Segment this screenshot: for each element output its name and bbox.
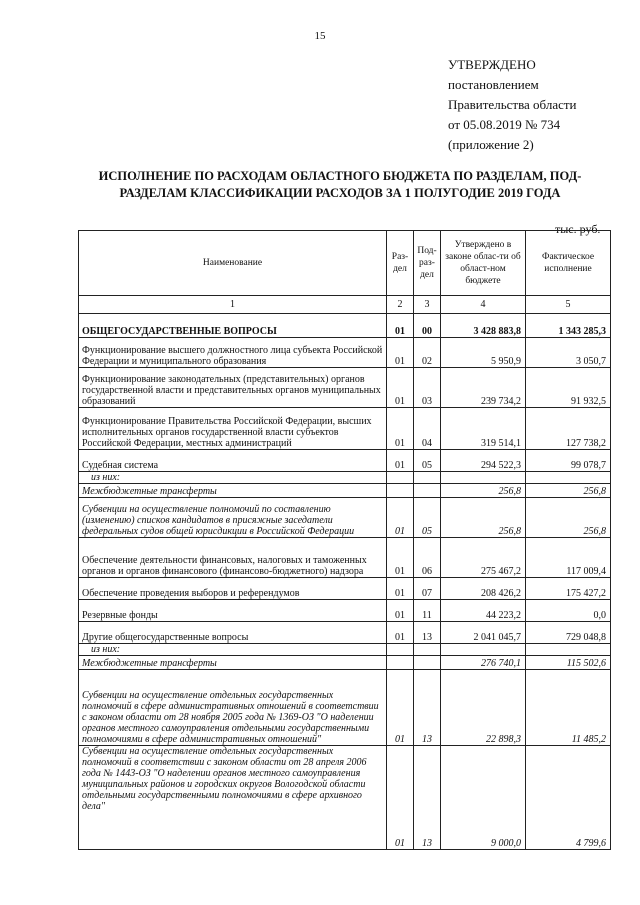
- row-subsection: [414, 644, 441, 656]
- row-section: [387, 484, 414, 498]
- row-section: 01: [387, 338, 414, 368]
- table-row: [79, 314, 611, 338]
- row-approved: 319 514,1: [441, 408, 526, 450]
- table-row: [79, 578, 611, 600]
- row-section: 01: [387, 746, 414, 850]
- col-number: 5: [526, 296, 611, 314]
- row-section: 01: [387, 314, 414, 338]
- row-approved: 5 950,9: [441, 338, 526, 368]
- row-actual: 256,8: [526, 498, 611, 538]
- approval-line-1: УТВЕРЖДЕНО: [448, 57, 536, 72]
- table-row: [79, 622, 611, 644]
- row-subsection: [414, 656, 441, 670]
- row-actual: 1 343 285,3: [526, 314, 611, 338]
- row-section: [387, 644, 414, 656]
- row-subsection: 06: [414, 538, 441, 578]
- row-subsection: 13: [414, 622, 441, 644]
- row-section: 01: [387, 368, 414, 408]
- row-approved: 208 426,2: [441, 578, 526, 600]
- col-number: 3: [414, 296, 441, 314]
- header-actual: Фактическое исполнение: [526, 231, 611, 296]
- col-number: 1: [79, 296, 387, 314]
- row-approved: 276 740,1: [441, 656, 526, 670]
- row-approved: 22 898,3: [441, 670, 526, 746]
- row-section: 01: [387, 622, 414, 644]
- row-approved: 294 522,3: [441, 450, 526, 472]
- row-subsection: 13: [414, 746, 441, 850]
- row-section: 01: [387, 538, 414, 578]
- approval-line-2: постановлением: [448, 77, 539, 92]
- row-actual: [526, 472, 611, 484]
- row-section: 01: [387, 600, 414, 622]
- approval-line-5: (приложение 2): [448, 137, 534, 152]
- row-approved: 9 000,0: [441, 746, 526, 850]
- row-approved: [441, 472, 526, 484]
- row-subsection: 02: [414, 338, 441, 368]
- header-section: Раз-дел: [387, 231, 414, 296]
- row-subsection: 07: [414, 578, 441, 600]
- row-name: Межбюджетные трансферты: [79, 484, 387, 498]
- header-subsection: Под-раз-дел: [414, 231, 441, 296]
- row-section: 01: [387, 408, 414, 450]
- document-title: [60, 168, 620, 202]
- row-subsection: [414, 472, 441, 484]
- table-row: [79, 600, 611, 622]
- table-row: [79, 656, 611, 670]
- row-section: 01: [387, 670, 414, 746]
- units-label: тыс. руб.: [555, 222, 601, 236]
- row-subsection: 03: [414, 368, 441, 408]
- table-row: [79, 644, 611, 656]
- table-row: [79, 472, 611, 484]
- col-number: 2: [387, 296, 414, 314]
- row-section: [387, 656, 414, 670]
- row-approved: 44 223,2: [441, 600, 526, 622]
- col-number: 4: [441, 296, 526, 314]
- row-actual: 0,0: [526, 600, 611, 622]
- row-approved: 256,8: [441, 484, 526, 498]
- row-name: Субвенции на осуществление полномочий по составлению (изменению) списков кандидатов в присяжные заседатели федеральных судов общей юрисдикции в Российской Федерации: [79, 498, 387, 538]
- row-subsection: 05: [414, 498, 441, 538]
- row-name: Судебная система: [79, 450, 387, 472]
- row-approved: 239 734,2: [441, 368, 526, 408]
- header-name: Наименование: [79, 231, 387, 296]
- table-row: [79, 538, 611, 578]
- row-actual: 117 009,4: [526, 538, 611, 578]
- table-row: [79, 450, 611, 472]
- table-row: [79, 746, 611, 850]
- row-subsection: 04: [414, 408, 441, 450]
- row-actual: 11 485,2: [526, 670, 611, 746]
- table-row: [79, 670, 611, 746]
- table-row: [79, 368, 611, 408]
- page-number: 15: [314, 30, 326, 42]
- row-name: Субвенции на осуществление отдельных государственных полномочий в соответствии с законом области от 28 апреля 2006 года № 1443-ОЗ "О наделении органов местного самоуправления муниципальных районов и городских округов Вологодской области отдельными государственными полномочиями в сфере архивного дела": [79, 746, 387, 850]
- row-name: ОБЩЕГОСУДАРСТВЕННЫЕ ВОПРОСЫ: [79, 314, 387, 338]
- row-actual: [526, 644, 611, 656]
- row-name: Межбюджетные трансферты: [79, 656, 387, 670]
- row-subsection: 13: [414, 670, 441, 746]
- row-section: 01: [387, 450, 414, 472]
- row-section: 01: [387, 498, 414, 538]
- approval-stamp: [448, 55, 577, 155]
- row-subsection: 11: [414, 600, 441, 622]
- row-name: Субвенции на осуществление отдельных государственных полномочий в сфере административных отношений в соответствии с законом области от 28 ноября 2005 года № 1369-ОЗ "О наделении органов местного самоуправления отдельными государственными полномочиями в сфере административных отношений": [79, 670, 387, 746]
- approval-line-3: Правительства области: [448, 97, 577, 112]
- approval-line-4: от 05.08.2019 № 734: [448, 117, 561, 132]
- row-actual: 91 932,5: [526, 368, 611, 408]
- row-name: Другие общегосударственные вопросы: [79, 622, 387, 644]
- row-actual: 256,8: [526, 484, 611, 498]
- row-name: Функционирование высшего должностного лица субъекта Российской Федерации и муниципального образования: [79, 338, 387, 368]
- table-row: [79, 484, 611, 498]
- row-actual: 3 050,7: [526, 338, 611, 368]
- row-section: [387, 472, 414, 484]
- title-line-1: ИСПОЛНЕНИЕ ПО РАСХОДАМ ОБЛАСТНОГО БЮДЖЕТА ПО РАЗДЕЛАМ, ПОД-: [98, 169, 582, 183]
- row-name: Функционирование Правительства Российской Федерации, высших исполнительных органов государственной власти субъектов Российской Федерации, местных администраций: [79, 408, 387, 450]
- row-name: из них:: [79, 472, 387, 484]
- row-name: Обеспечение деятельности финансовых, налоговых и таможенных органов и органов финансового (финансово-бюджетного) надзора: [79, 538, 387, 578]
- row-approved: [441, 644, 526, 656]
- row-name: Функционирование законодательных (представительных) органов государственной власти и представительных органов муниципальных образований: [79, 368, 387, 408]
- row-actual: 4 799,6: [526, 746, 611, 850]
- row-actual: 115 502,6: [526, 656, 611, 670]
- row-actual: 729 048,8: [526, 622, 611, 644]
- row-section: 01: [387, 578, 414, 600]
- table-row: [79, 408, 611, 450]
- row-approved: 2 041 045,7: [441, 622, 526, 644]
- row-subsection: [414, 484, 441, 498]
- row-actual: 127 738,2: [526, 408, 611, 450]
- table-row: [79, 338, 611, 368]
- row-name: Резервные фонды: [79, 600, 387, 622]
- row-actual: 175 427,2: [526, 578, 611, 600]
- table-row: [79, 498, 611, 538]
- row-name: Обеспечение проведения выборов и референдумов: [79, 578, 387, 600]
- budget-table: [78, 230, 611, 850]
- row-approved: 256,8: [441, 498, 526, 538]
- row-subsection: 00: [414, 314, 441, 338]
- title-line-2: РАЗДЕЛАМ КЛАССИФИКАЦИИ РАСХОДОВ ЗА 1 ПОЛУГОДИЕ 2019 ГОДА: [119, 186, 561, 200]
- row-actual: 99 078,7: [526, 450, 611, 472]
- row-subsection: 05: [414, 450, 441, 472]
- row-approved: 3 428 883,8: [441, 314, 526, 338]
- row-approved: 275 467,2: [441, 538, 526, 578]
- header-approved: Утверждено в законе облас-ти об област-ном бюджете: [441, 231, 526, 296]
- row-name: из них:: [79, 644, 387, 656]
